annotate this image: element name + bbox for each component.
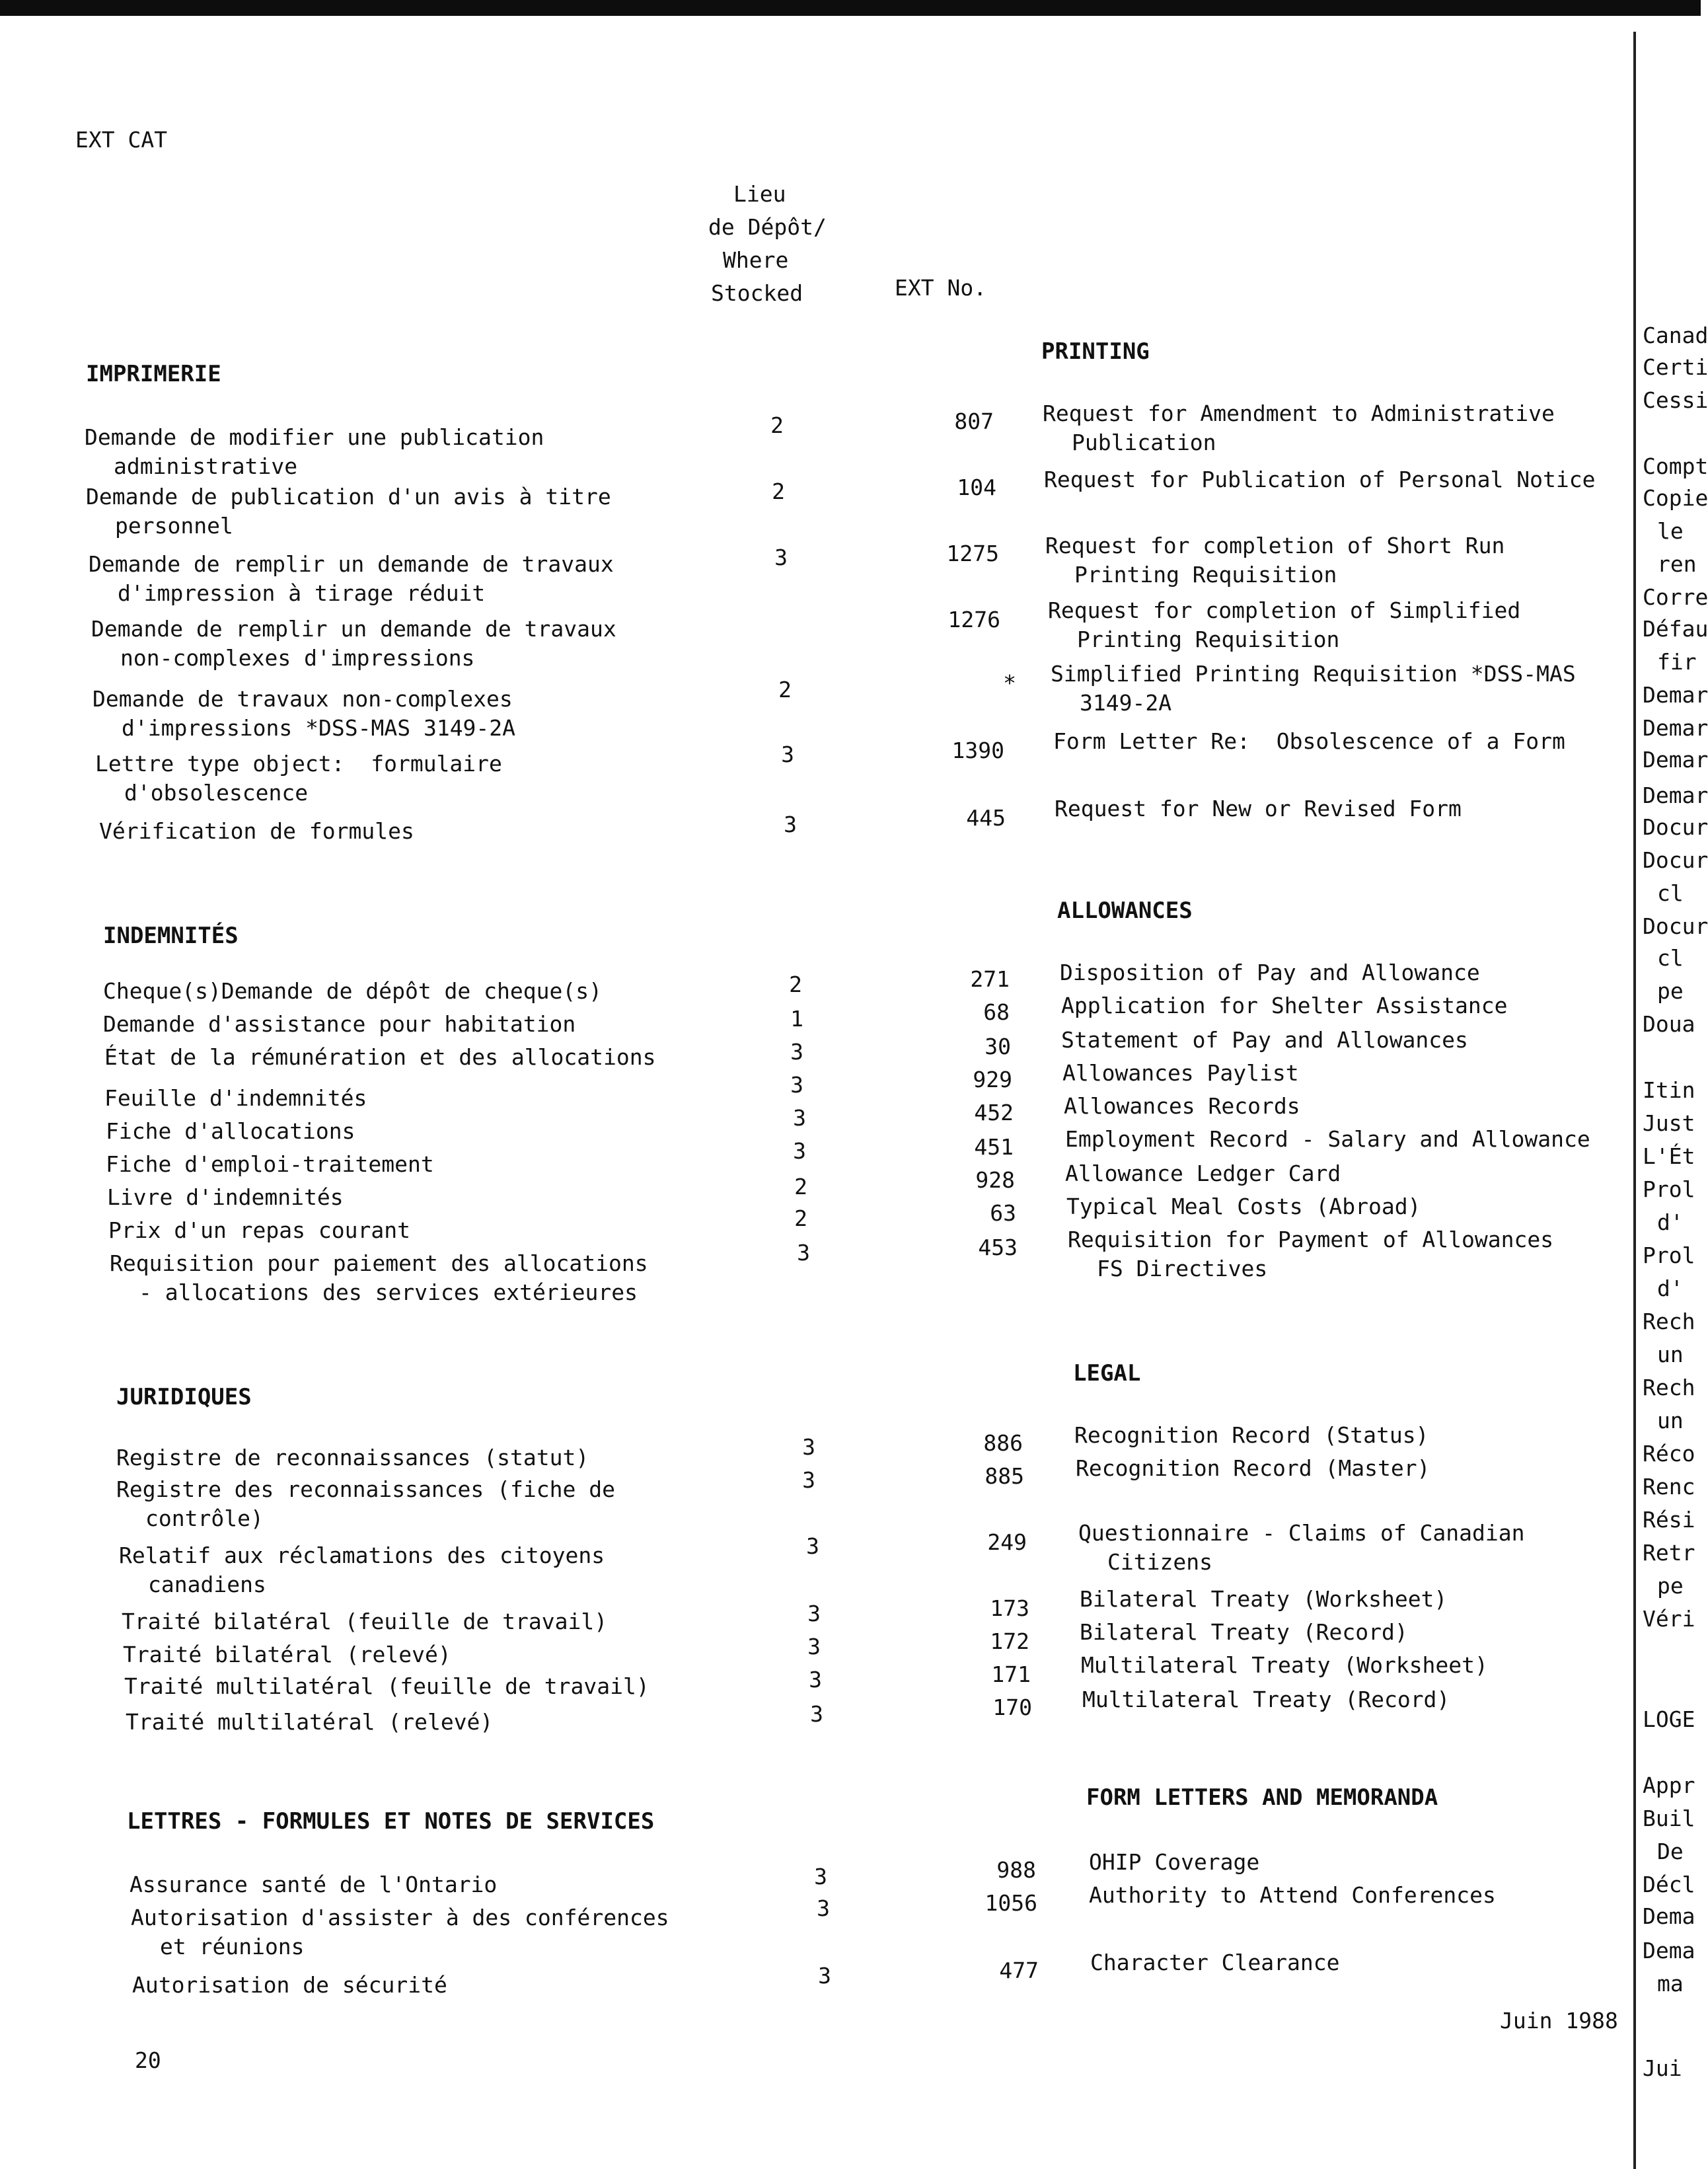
form-title-en: Request for completion of Short Run Printing Requisition — [1045, 533, 1505, 588]
adjacent-text: L'Ét — [1643, 1143, 1695, 1169]
stock-location: 2 — [772, 478, 785, 504]
adjacent-text: Demar — [1643, 782, 1708, 808]
stock-location: 3 — [793, 1105, 806, 1131]
form-title-en: Request for Amendment to Administrative Publication — [1043, 400, 1555, 455]
form-title-fr: État de la rémunération et des allocations — [104, 1044, 656, 1070]
form-title-en: Allowances Paylist — [1062, 1060, 1299, 1086]
stock-location: 3 — [810, 1701, 823, 1727]
adjacent-text: Compt — [1643, 453, 1708, 479]
adjacent-text: pe — [1657, 978, 1684, 1004]
form-title-fr: Demande de modifier une publication administrative — [85, 424, 544, 479]
adjacent-text: Doua — [1643, 1011, 1695, 1037]
adjacent-text: Prol — [1643, 1242, 1695, 1268]
form-title-en: Bilateral Treaty (Record) — [1080, 1619, 1408, 1645]
form-title-fr: Cheque(s)Demande de dépôt de cheque(s) — [103, 978, 602, 1004]
adjacent-text: cl — [1657, 880, 1684, 906]
adjacent-text: Dema — [1643, 1903, 1695, 1929]
section-title-fr: LETTRES - FORMULES ET NOTES DE SERVICES — [127, 1808, 655, 1835]
adjacent-text: Rési — [1643, 1507, 1695, 1533]
stock-location: 2 — [770, 412, 784, 438]
form-title-en: Authority to Attend Conferences — [1089, 1882, 1496, 1908]
ext-number: 1390 — [951, 738, 1004, 763]
ext-number: 988 — [996, 1857, 1036, 1883]
ext-number: 63 — [990, 1200, 1016, 1226]
adjacent-text: d' — [1657, 1209, 1684, 1235]
stock-location: 3 — [806, 1533, 819, 1559]
form-title-fr: Demande d'assistance pour habitation — [103, 1011, 576, 1037]
section-title-en: ALLOWANCES — [1057, 897, 1193, 924]
adjacent-text: Docur — [1643, 847, 1708, 873]
location-col-line-1: Lieu — [733, 181, 786, 207]
stock-location: 3 — [817, 1895, 830, 1921]
adjacent-text: pe — [1657, 1573, 1684, 1599]
form-title-fr: Livre d'indemnités — [107, 1184, 344, 1210]
stock-location: 3 — [790, 1072, 803, 1098]
stock-location: 3 — [793, 1138, 806, 1164]
form-title-fr: Traité bilatéral (feuille de travail) — [122, 1609, 608, 1634]
adjacent-text: Copie — [1643, 485, 1708, 511]
adjacent-text: Itin — [1643, 1077, 1695, 1103]
form-title-fr: Demande de remplir un demande de travaux non-complexes d'impressions — [91, 616, 616, 671]
form-title-fr: Traité multilatéral (relevé) — [126, 1709, 494, 1735]
form-title-en: Allowances Records — [1064, 1093, 1300, 1119]
form-title-fr: Lettre type object: formulaire d'obsolescence — [95, 751, 502, 806]
location-col-line-3: Where — [723, 247, 789, 273]
ext-number: 249 — [987, 1529, 1027, 1555]
section-title-en: LEGAL — [1073, 1360, 1141, 1387]
form-title-en: Character Clearance — [1090, 1950, 1340, 1975]
form-title-fr: Demande de remplir un demande de travaux d'impression à tirage réduit — [89, 551, 614, 606]
page-number: 20 — [135, 2047, 161, 2073]
adjacent-text: Dema — [1643, 1938, 1695, 1963]
location-col-line-4: Stocked — [711, 280, 803, 306]
adjacent-text: De — [1657, 1839, 1684, 1864]
ext-number: 173 — [990, 1595, 1029, 1621]
adjacent-text: Rech — [1643, 1309, 1695, 1334]
adjacent-text: Appr — [1643, 1772, 1695, 1798]
adjacent-text: d' — [1657, 1275, 1684, 1301]
form-title-en: Statement of Pay and Allowances — [1061, 1027, 1468, 1053]
form-title-en: Requisition for Payment of Allowances FS Directives — [1068, 1227, 1554, 1281]
adjacent-text: Cessi — [1643, 387, 1708, 413]
ext-number: 1275 — [946, 541, 999, 566]
location-col-line-2: de Dépôt/ — [708, 214, 827, 240]
form-title-fr: Fiche d'emploi-traitement — [106, 1151, 434, 1177]
adjacent-text: Canad — [1643, 323, 1708, 348]
form-title-fr: Relatif aux réclamations des citoyens canadiens — [119, 1542, 605, 1597]
stock-location: 3 — [818, 1963, 831, 1989]
adjacent-text: Retr — [1643, 1540, 1695, 1566]
form-title-en: Disposition of Pay and Allowance — [1060, 960, 1480, 985]
form-title-fr: Autorisation d'assister à des conférences et réunions — [131, 1905, 669, 1960]
adjacent-text: Véri — [1643, 1606, 1695, 1632]
section-title-fr: JURIDIQUES — [116, 1384, 252, 1410]
adjacent-text: Demar — [1643, 682, 1708, 708]
form-title-fr: Feuille d'indemnités — [104, 1085, 367, 1111]
stock-location: 1 — [790, 1006, 803, 1032]
adjacent-text: un — [1657, 1342, 1684, 1367]
adjacent-text: Demar — [1643, 715, 1708, 741]
form-title-fr: Demande de publication d'un avis à titre personnel — [86, 484, 611, 539]
adjacent-text: Demar — [1643, 747, 1708, 773]
stock-location: 3 — [774, 545, 788, 570]
issue-date: Juin 1988 — [1500, 2008, 1618, 2034]
adjacent-text: Buil — [1643, 1806, 1695, 1831]
adjacent-text: Rech — [1643, 1375, 1695, 1400]
stock-location: 3 — [809, 1667, 822, 1693]
stock-location: 3 — [802, 1434, 815, 1460]
form-title-fr: Assurance santé de l'Ontario — [130, 1872, 498, 1897]
form-title-fr: Requisition pour paiement des allocations - allocations des services extérieures — [110, 1250, 648, 1305]
form-title-en: Allowance Ledger Card — [1065, 1161, 1341, 1186]
ext-number: 1276 — [947, 607, 1000, 632]
form-title-en: Request for completion of Simplified Printing Requisition — [1048, 597, 1521, 652]
catalog-code: EXT CAT — [75, 127, 168, 153]
form-title-en: OHIP Coverage — [1089, 1849, 1260, 1875]
ext-number: 453 — [978, 1235, 1018, 1260]
adjacent-text: Corre — [1643, 584, 1708, 610]
stock-location: 3 — [790, 1039, 803, 1065]
form-title-en: Request for New or Revised Form — [1055, 796, 1462, 821]
form-title-fr: Traité multilatéral (feuille de travail) — [124, 1673, 650, 1699]
stock-location: 3 — [814, 1864, 827, 1889]
form-title-fr: Autorisation de sécurité — [132, 1972, 447, 1998]
form-title-en: Multilateral Treaty (Worksheet) — [1081, 1652, 1488, 1678]
adjacent-text: Prol — [1643, 1176, 1695, 1202]
section-title-en: PRINTING — [1041, 338, 1150, 365]
ext-number: * — [1003, 670, 1016, 696]
ext-number: 452 — [974, 1100, 1014, 1125]
adjacent-text: Renc — [1643, 1474, 1695, 1500]
ext-number: 886 — [983, 1430, 1023, 1456]
ext-number: 928 — [975, 1167, 1015, 1193]
section-title-fr: INDEMNITÉS — [103, 923, 239, 949]
form-title-en: Request for Publication of Personal Notice — [1044, 467, 1596, 492]
stock-location: 2 — [778, 677, 792, 703]
ext-number: 68 — [983, 999, 1010, 1025]
adjacent-text: un — [1657, 1408, 1684, 1433]
form-title-fr: Traité bilatéral (relevé) — [123, 1642, 451, 1667]
form-title-en: Typical Meal Costs (Abroad) — [1066, 1194, 1421, 1219]
adjacent-text: fir — [1657, 649, 1697, 675]
form-title-fr: Registre des reconnaissances (fiche de contrôle) — [116, 1476, 615, 1531]
adjacent-text: le — [1657, 518, 1684, 544]
ext-number: 477 — [999, 1958, 1039, 1983]
scan-edge-bar — [0, 0, 1701, 16]
form-title-fr: Vérification de formules — [99, 818, 414, 844]
form-title-en: Questionnaire - Claims of Canadian Citizens — [1078, 1520, 1525, 1575]
ext-number: 104 — [957, 475, 996, 500]
page-fold-line — [1633, 32, 1636, 2169]
stock-location: 2 — [794, 1205, 807, 1231]
ext-number: 271 — [970, 966, 1010, 992]
form-title-fr: Prix d'un repas courant — [108, 1217, 410, 1243]
section-title-en: FORM LETTERS AND MEMORANDA — [1086, 1784, 1438, 1811]
form-title-en: Recognition Record (Master) — [1076, 1455, 1430, 1481]
stock-location: 3 — [784, 812, 797, 837]
adjacent-text: Décl — [1643, 1872, 1695, 1897]
adjacent-page-fragment — [1633, 32, 1708, 2169]
form-title-en: Multilateral Treaty (Record) — [1082, 1687, 1450, 1712]
stock-location: 3 — [807, 1601, 821, 1626]
section-title-fr: IMPRIMERIE — [86, 361, 221, 387]
ext-number: 1056 — [984, 1890, 1037, 1916]
form-title-en: Form Letter Re: Obsolescence of a Form — [1053, 728, 1565, 754]
form-title-en: Simplified Printing Requisition *DSS-MAS 3149-2A — [1051, 661, 1576, 716]
form-title-fr: Registre de reconnaissances (statut) — [116, 1445, 589, 1470]
adjacent-text: LOGE — [1643, 1706, 1695, 1732]
adjacent-text: Docur — [1643, 913, 1708, 939]
stock-location: 3 — [802, 1467, 815, 1493]
stock-location: 3 — [797, 1240, 810, 1266]
ext-number: 170 — [992, 1694, 1032, 1720]
form-title-en: Employment Record - Salary and Allowance — [1065, 1126, 1590, 1152]
adjacent-text: ma — [1657, 1971, 1684, 1997]
adjacent-text: cl — [1657, 945, 1684, 971]
stock-location: 3 — [807, 1634, 821, 1659]
adjacent-text: Défau — [1643, 616, 1708, 642]
ext-number: 929 — [973, 1067, 1012, 1092]
form-title-fr: Demande de travaux non-complexes d'impressions *DSS-MAS 3149-2A — [93, 686, 516, 741]
form-title-en: Application for Shelter Assistance — [1061, 993, 1508, 1018]
ext-number: 445 — [966, 805, 1006, 831]
ext-number: 451 — [974, 1134, 1014, 1160]
stock-location: 2 — [794, 1174, 807, 1199]
adjacent-text: Just — [1643, 1110, 1695, 1136]
adjacent-text: Jui — [1643, 2055, 1682, 2081]
stock-location: 2 — [789, 971, 802, 997]
ext-number: 171 — [991, 1661, 1031, 1687]
stock-location: 3 — [781, 742, 794, 767]
form-title-en: Bilateral Treaty (Worksheet) — [1080, 1586, 1448, 1612]
ext-col-heading: EXT No. — [895, 275, 987, 301]
ext-number: 807 — [954, 408, 994, 434]
adjacent-text: Docur — [1643, 814, 1708, 840]
adjacent-text: ren — [1657, 551, 1697, 577]
ext-number: 30 — [984, 1034, 1011, 1059]
ext-number: 885 — [984, 1463, 1024, 1489]
adjacent-text: Certi — [1643, 354, 1708, 380]
form-title-en: Recognition Record (Status) — [1074, 1422, 1429, 1448]
adjacent-text: Réco — [1643, 1441, 1695, 1466]
ext-number: 172 — [990, 1628, 1029, 1654]
form-title-fr: Fiche d'allocations — [106, 1118, 355, 1144]
